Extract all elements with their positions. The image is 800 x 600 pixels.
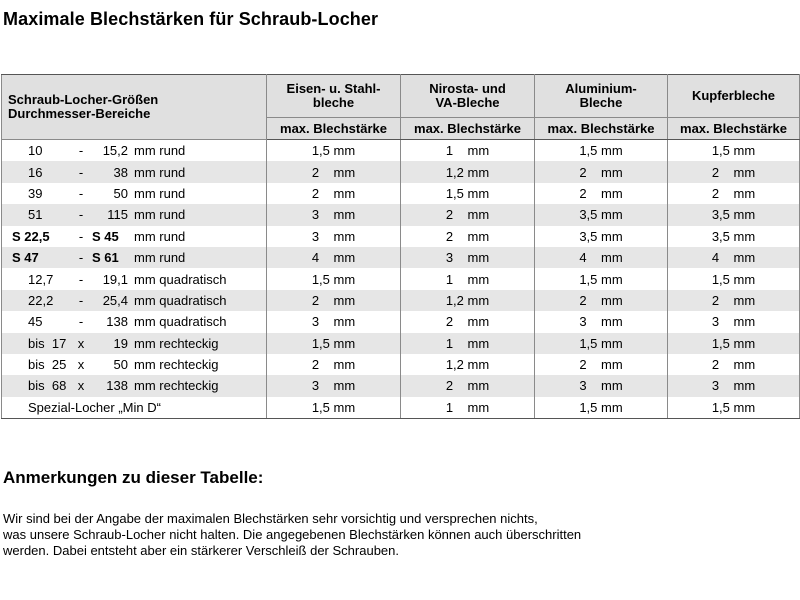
thickness-value: 3 mm <box>311 378 356 394</box>
table-row <box>2 290 800 311</box>
thickness-value: 2 mm <box>445 228 490 244</box>
thickness-value: 1,5 mm <box>711 271 756 287</box>
cell-kupfer <box>668 268 800 289</box>
cell-nirosta-va <box>401 375 535 396</box>
cell-aluminium <box>535 183 668 204</box>
size-unit: mm rund <box>134 250 186 266</box>
cell-eisen-stahl <box>267 354 401 375</box>
header-eisen-stahl: Eisen- u. Stahl- bleche <box>267 75 401 118</box>
cell-nirosta-va <box>401 268 535 289</box>
thickness-value: 2 mm <box>311 185 356 201</box>
cell-groesse <box>2 268 267 289</box>
cell-groesse <box>2 161 267 182</box>
table-row <box>2 226 800 247</box>
table-row <box>2 375 800 396</box>
size-unit: mm rund <box>134 185 186 201</box>
size-separator: - <box>78 185 84 201</box>
size-from: bis 17 <box>28 335 67 351</box>
cell-kupfer <box>668 375 800 396</box>
cell-nirosta-va <box>401 247 535 268</box>
cell-nirosta-va <box>401 397 535 419</box>
cell-aluminium <box>535 375 668 396</box>
thickness-value: 1 mm <box>445 271 490 287</box>
thickness-value: 2 mm <box>711 164 756 180</box>
thickness-value: 1,5 mm <box>579 335 623 351</box>
cell-groesse <box>2 226 267 247</box>
size-from: S 47 <box>12 250 39 266</box>
size-unit: mm rechteckig <box>134 378 219 394</box>
cell-kupfer <box>668 333 800 354</box>
size-unit: mm rechteckig <box>134 335 219 351</box>
table-row <box>2 183 800 204</box>
cell-nirosta-va <box>401 333 535 354</box>
size-to: S 61 <box>92 250 119 266</box>
thickness-value: 2 mm <box>311 164 356 180</box>
table-body <box>2 140 800 419</box>
size-separator: - <box>78 164 84 180</box>
thickness-value: 2 mm <box>311 357 356 373</box>
size-unit: mm rund <box>134 207 186 223</box>
table-row <box>2 397 800 419</box>
thickness-value: 4 mm <box>311 250 356 266</box>
cell-kupfer <box>668 183 800 204</box>
thickness-value: 4 mm <box>579 250 623 266</box>
size-from: S 22,5 <box>12 228 50 244</box>
cell-aluminium <box>535 161 668 182</box>
size-separator: - <box>78 292 84 308</box>
cell-aluminium <box>535 140 668 162</box>
cell-nirosta-va <box>401 290 535 311</box>
size-to: S 45 <box>92 228 119 244</box>
header-groessen: Schraub-Locher-Größen Durchmesser-Bereiche <box>2 75 267 140</box>
thickness-value: 3 mm <box>311 207 356 223</box>
thickness-value: 1,5 mm <box>579 271 623 287</box>
size-from: bis 25 <box>28 357 67 373</box>
size-unit: mm rund <box>134 164 186 180</box>
thickness-value: 1,2 mm <box>445 292 490 308</box>
cell-kupfer <box>668 354 800 375</box>
thickness-value: 1 mm <box>445 335 490 351</box>
cell-eisen-stahl <box>267 397 401 419</box>
cell-nirosta-va <box>401 161 535 182</box>
cell-kupfer <box>668 397 800 419</box>
size-separator: - <box>78 271 84 287</box>
thickness-value: 2 mm <box>445 207 490 223</box>
cell-eisen-stahl <box>267 226 401 247</box>
cell-eisen-stahl <box>267 183 401 204</box>
notes-title: Anmerkungen zu dieser Tabelle: <box>3 468 264 487</box>
thickness-value: 3,5 mm <box>711 228 756 244</box>
cell-nirosta-va <box>401 354 535 375</box>
cell-groesse <box>2 290 267 311</box>
cell-nirosta-va <box>401 204 535 225</box>
cell-aluminium <box>535 247 668 268</box>
table-row <box>2 204 800 225</box>
subheader-max-blechstaerke: max. Blechstärke <box>401 118 535 140</box>
size-unit: mm quadratisch <box>134 292 227 308</box>
thickness-value: 1,5 mm <box>579 399 623 415</box>
size-from: 22,2 <box>28 292 54 308</box>
thickness-value: 1,5 mm <box>711 335 756 351</box>
size-from: 12,7 <box>28 271 54 287</box>
cell-kupfer <box>668 204 800 225</box>
table-row <box>2 311 800 332</box>
size-unit: mm quadratisch <box>134 314 227 330</box>
size-from: 39 <box>28 185 43 201</box>
cell-nirosta-va <box>401 140 535 162</box>
size-separator: - <box>78 250 84 266</box>
thickness-value: 3 mm <box>579 378 623 394</box>
thickness-value: 2 mm <box>579 164 623 180</box>
size-separator: - <box>78 314 84 330</box>
header-kupfer: Kupferbleche <box>668 75 800 118</box>
size-from: bis 68 <box>28 378 67 394</box>
thickness-value: 1,5 mm <box>311 271 356 287</box>
notes-line: was unsere Schraub-Locher nicht halten. Die angegebenen Blechstärken können auch überschritten <box>3 527 582 542</box>
notes-line: werden. Dabei entsteht aber ein stärkerer Verschleiß der Schrauben. <box>3 543 399 558</box>
thickness-value: 1,5 mm <box>445 185 490 201</box>
cell-kupfer <box>668 290 800 311</box>
size-from: 16 <box>28 164 43 180</box>
notes-text <box>3 511 783 559</box>
table-row <box>2 268 800 289</box>
cell-eisen-stahl <box>267 311 401 332</box>
subheader-max-blechstaerke: max. Blechstärke <box>668 118 800 140</box>
cell-aluminium <box>535 354 668 375</box>
thickness-value: 3 mm <box>711 314 756 330</box>
size-separator: - <box>78 228 84 244</box>
cell-eisen-stahl <box>267 247 401 268</box>
thickness-value: 3 mm <box>711 378 756 394</box>
blechstaerken-table <box>1 74 800 419</box>
cell-kupfer <box>668 311 800 332</box>
size-from: 51 <box>28 207 43 223</box>
size-to: 15,2 <box>102 143 128 159</box>
size-to: 25,4 <box>102 292 128 308</box>
table-header-row <box>2 75 800 118</box>
table-row <box>2 333 800 354</box>
cell-groesse <box>2 354 267 375</box>
subheader-max-blechstaerke: max. Blechstärke <box>535 118 668 140</box>
thickness-value: 3 mm <box>311 314 356 330</box>
thickness-value: 3,5 mm <box>579 228 623 244</box>
cell-eisen-stahl <box>267 204 401 225</box>
thickness-value: 4 mm <box>711 250 756 266</box>
thickness-value: 2 mm <box>579 357 623 373</box>
notes-line: Wir sind bei der Angabe der maximalen Blechstärken sehr vorsichtig und versprechen nichts, <box>3 511 538 526</box>
cell-groesse <box>2 247 267 268</box>
thickness-value: 2 mm <box>579 292 623 308</box>
cell-eisen-stahl <box>267 161 401 182</box>
cell-kupfer <box>668 247 800 268</box>
cell-eisen-stahl <box>267 268 401 289</box>
thickness-value: 2 mm <box>711 292 756 308</box>
thickness-value: 2 mm <box>711 357 756 373</box>
size-from: 45 <box>28 314 43 330</box>
size-from: 10 <box>28 143 43 159</box>
thickness-value: 1,2 mm <box>445 357 490 373</box>
thickness-value: 2 mm <box>711 185 756 201</box>
thickness-value: 1,5 mm <box>311 399 356 415</box>
size-to: 50 <box>113 185 128 201</box>
size-to: 38 <box>113 164 128 180</box>
size-unit: mm rechteckig <box>134 357 219 373</box>
cell-groesse <box>2 183 267 204</box>
cell-eisen-stahl <box>267 290 401 311</box>
size-separator: x <box>77 357 85 373</box>
size-to: 138 <box>106 378 128 394</box>
header-nirosta-va: Nirosta- und VA-Bleche <box>401 75 535 118</box>
cell-groesse <box>2 397 267 419</box>
cell-groesse <box>2 311 267 332</box>
cell-eisen-stahl <box>267 375 401 396</box>
thickness-value: 1,5 mm <box>711 143 756 159</box>
table-row <box>2 354 800 375</box>
thickness-value: 3,5 mm <box>711 207 756 223</box>
thickness-value: 1,5 mm <box>311 335 356 351</box>
cell-kupfer <box>668 140 800 162</box>
thickness-value: 2 mm <box>445 314 490 330</box>
subheader-max-blechstaerke: max. Blechstärke <box>267 118 401 140</box>
cell-groesse <box>2 140 267 162</box>
thickness-value: 1,5 mm <box>579 143 623 159</box>
table-row <box>2 247 800 268</box>
cell-groesse <box>2 375 267 396</box>
cell-aluminium <box>535 204 668 225</box>
thickness-value: 3 mm <box>579 314 623 330</box>
cell-eisen-stahl <box>267 333 401 354</box>
thickness-value: 3,5 mm <box>579 207 623 223</box>
size-to: 115 <box>107 207 128 223</box>
size-unit: mm rund <box>134 143 186 159</box>
size-to: 138 <box>106 314 128 330</box>
cell-eisen-stahl <box>267 140 401 162</box>
thickness-value: 2 mm <box>445 378 490 394</box>
thickness-value: 1,5 mm <box>711 399 756 415</box>
cell-aluminium <box>535 397 668 419</box>
size-separator: x <box>77 335 85 351</box>
cell-nirosta-va <box>401 183 535 204</box>
cell-kupfer <box>668 226 800 247</box>
thickness-value: 1,5 mm <box>311 143 356 159</box>
cell-kupfer <box>668 161 800 182</box>
cell-groesse <box>2 333 267 354</box>
cell-nirosta-va <box>401 226 535 247</box>
header-aluminium: Aluminium- Bleche <box>535 75 668 118</box>
size-separator: - <box>78 143 84 159</box>
thickness-value: 2 mm <box>579 185 623 201</box>
thickness-value: 3 mm <box>311 228 356 244</box>
thickness-value: 1 mm <box>445 399 490 415</box>
page-title: Maximale Blechstärken für Schraub-Locher <box>3 9 379 29</box>
size-separator: x <box>77 378 85 394</box>
thickness-value: 3 mm <box>445 250 490 266</box>
size-to: 19,1 <box>102 271 128 287</box>
cell-aluminium <box>535 290 668 311</box>
thickness-value: 1 mm <box>445 143 490 159</box>
cell-nirosta-va <box>401 311 535 332</box>
cell-aluminium <box>535 333 668 354</box>
cell-aluminium <box>535 268 668 289</box>
cell-aluminium <box>535 311 668 332</box>
table-row <box>2 140 800 162</box>
thickness-value: 1,2 mm <box>445 164 490 180</box>
size-to: 19 <box>113 335 128 351</box>
size-unit: mm quadratisch <box>134 271 227 287</box>
size-unit: mm rund <box>134 228 186 244</box>
table-row <box>2 161 800 182</box>
cell-aluminium <box>535 226 668 247</box>
size-separator: - <box>78 207 84 223</box>
size-to: 50 <box>113 357 128 373</box>
thickness-value: 2 mm <box>311 292 356 308</box>
size-label: Spezial-Locher „Min D“ <box>28 399 161 415</box>
cell-groesse <box>2 204 267 225</box>
